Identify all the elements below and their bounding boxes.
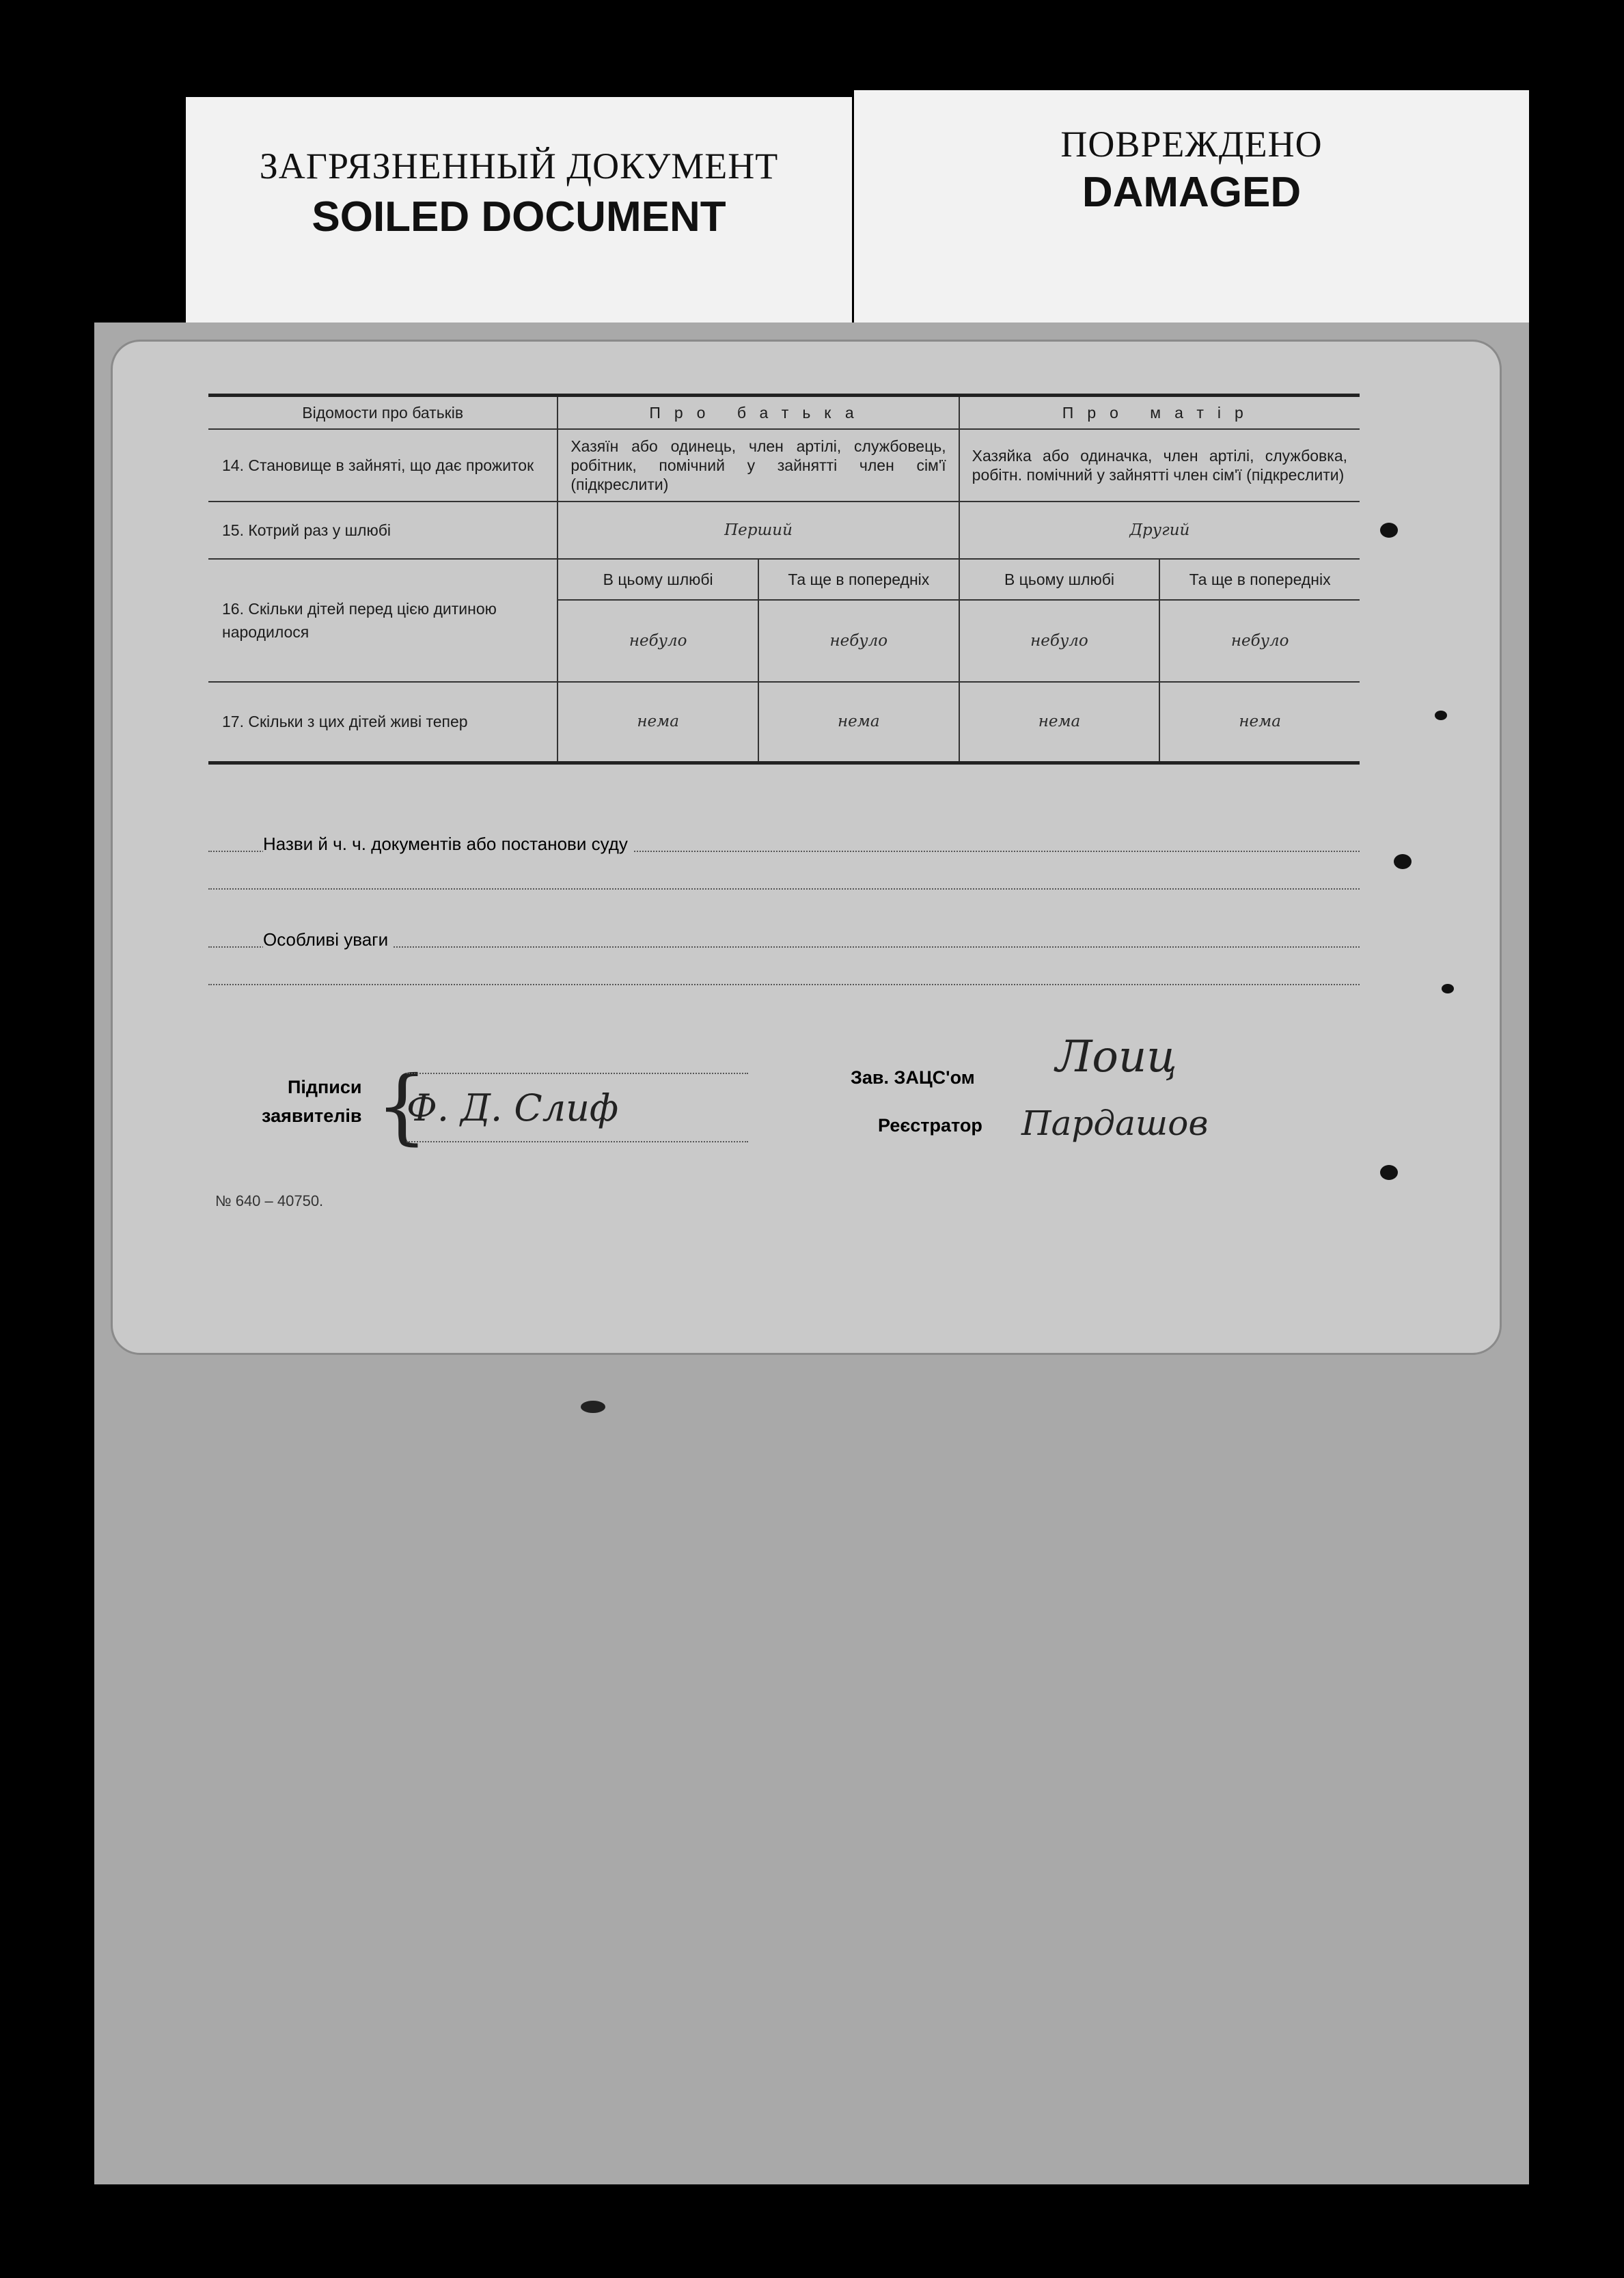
mother-marriage-count: Другий [959, 502, 1360, 559]
father-occupation-options: Хазяїн або одинець, член артілі, службовець, робітник, помічний у зайнятті член сім'ї (підкреслити) [558, 429, 959, 502]
notes-extra-line [208, 963, 1360, 1011]
registrar-label: Реєстратор [878, 1115, 982, 1136]
punch-hole [1380, 1165, 1398, 1180]
applicants-signature-label [262, 1073, 362, 1130]
notes-lines [208, 916, 1360, 1011]
stain-spot [581, 1401, 605, 1413]
row16-value-2: небуло [758, 600, 959, 682]
row17-value-3: нема [959, 682, 1160, 763]
documents-extra-line [208, 868, 1360, 916]
row16-value-1: небуло [558, 600, 758, 682]
row16-value-4: небуло [1159, 600, 1360, 682]
question-14: 14. Становище в зайняті, що дає прожиток [208, 429, 558, 502]
punch-hole [1442, 984, 1454, 993]
damaged-document-label [854, 90, 1529, 323]
row16-value-3: небуло [959, 600, 1160, 682]
table-header-row [208, 396, 1360, 430]
question-17: 17. Скільки з цих дітей живі тепер [208, 682, 558, 763]
documents-row [208, 820, 1360, 868]
soiled-document-label [186, 97, 852, 323]
table-row-17 [208, 682, 1360, 763]
punch-hole [1394, 854, 1412, 869]
header-father: Про батька [558, 396, 959, 430]
form-number: № 640 – 40750. [215, 1192, 324, 1209]
notes-label: Особливі уваги [263, 929, 394, 950]
subheader-father-this: В цьому шлюбі [558, 559, 758, 600]
table-row-15 [208, 502, 1360, 559]
header-mother: Про матір [959, 396, 1360, 430]
subheader-mother-previous: Та ще в попередніх [1159, 559, 1360, 600]
table-row-14 [208, 429, 1360, 502]
notes-row [208, 916, 1360, 963]
applicant-signature: Ф. Д. Слиф [407, 1086, 619, 1129]
registrar-signature: Пардашов [1021, 1103, 1209, 1143]
parents-info-table-wrap [208, 394, 1360, 765]
father-marriage-count: Перший [558, 502, 959, 559]
subheader-father-previous: Та ще в попередніх [758, 559, 959, 600]
parents-info-table [208, 394, 1360, 765]
damaged-label-ru: ПОВРЕЖДЕНО [1060, 124, 1323, 165]
row17-value-4: нема [1159, 682, 1360, 763]
question-15: 15. Котрий раз у шлюбі [208, 502, 558, 559]
mother-occupation-options: Хазяйка або одиначка, член артілі, службовка, робітн. помічний у зайнятті член сім'ї (підкреслити) [959, 429, 1360, 502]
row17-value-1: нема [558, 682, 758, 763]
soiled-label-ru: ЗАГРЯЗНЕННЫЙ ДОКУМЕНТ [259, 146, 779, 187]
documents-label: Назви й ч. ч. документів або постанови суду [263, 834, 633, 855]
signature-brace: { [376, 1059, 428, 1154]
subheader-mother-this: В цьому шлюбі [959, 559, 1160, 600]
header-parents-info: Відомости про батьків [208, 396, 558, 430]
subheader-row [208, 559, 1360, 600]
head-signature: Лоиц [1056, 1032, 1177, 1082]
question-16: 16. Скільки дітей перед цією дитиною народилося [208, 559, 558, 682]
applicants-label-line2: заявителів [262, 1106, 362, 1126]
documents-lines [208, 820, 1360, 916]
head-registry-label: Зав. ЗАЦС'ом [851, 1067, 975, 1088]
row17-value-2: нема [758, 682, 959, 763]
punch-hole [1435, 711, 1447, 720]
damaged-label-en: DAMAGED [1082, 169, 1302, 216]
applicants-label-line1: Підписи [287, 1077, 362, 1097]
soiled-label-en: SOILED DOCUMENT [312, 193, 726, 241]
punch-hole [1380, 523, 1398, 538]
